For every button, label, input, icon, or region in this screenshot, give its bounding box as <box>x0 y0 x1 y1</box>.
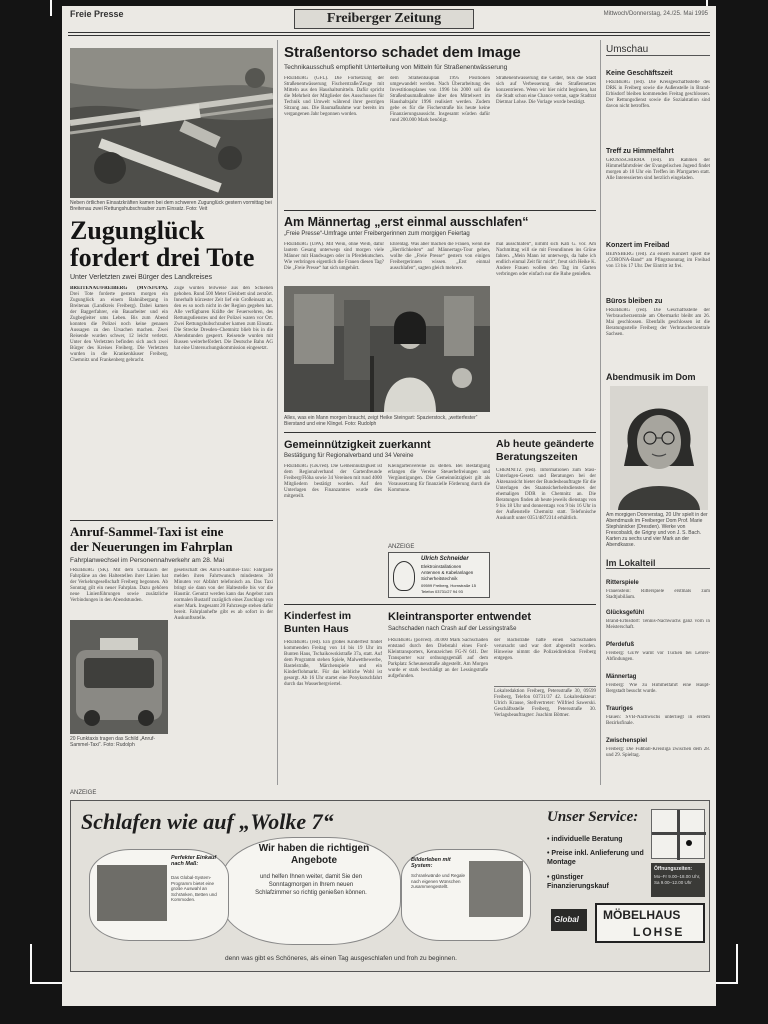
umschau-text-2: GROSSSCHIRMA (red). Im Rahmen der Himmelfahrtsfeier der Evangelischen Jugend findet morgen ab 10 Uhr ein Treffen im Pfarrgarten statt. Alle Interessierten sind herzlich eingeladen. <box>606 158 710 181</box>
furniture-ad <box>70 800 710 972</box>
lokalteil-title: Im Lokalteil <box>606 558 710 569</box>
umschau-head-3: Konzert im Freibad <box>606 242 670 249</box>
electrician-address: 09599 Freiberg, Hornstraße 15 <box>421 583 476 588</box>
zugunglueck-text-1: Drei Tote forderte gestern morgen ein Zugunglück an einem Bahnübergang in Breitenau (Landkreis Freiberg). Dabei kamen der Baggerfahrer, ein Bauarbeiter und ein Zugbegleiter ums Leben. Bis zum Abend konnten die Polizei noch keine genauen Aussagen zu den Ursachen machen. Zwei Reisende wurden schwer, 12 leicht verletzt. Unter den Verletzten befinden sich auch zwei Bürger des Kreises Freiberg. Die Verletzten wurden in die Krankenhäuser Freiberg, Chemnitz und Frankenberg gebracht. <box>70 292 168 363</box>
section-name: Freie Presse <box>70 9 124 19</box>
ad-hours-box <box>651 863 705 897</box>
taxi-col1: FREIBERG (SK). Mit dem Umtausch der Fahrpläne an den Haltestellen ihrer Linien hat der Verkehrsgesellschaft Freiberg begonnen. Ab Sonntag gilt ein neuer Fahrplan. Dazu gehören neue Linienführungen sowie zusätzliche Verbindungen in den Abendstunden. <box>70 568 168 603</box>
lead-col1: FREIBERG (GFL). Die Fortsetzung der Straßenentwässerung Fischerstraße/Zeuge mit Mitteln aus den Haushaltsmitteln. Dafür spricht die Mehrheit der Mitglieder des Ausschusses für Technik und Umwelt während ihrer gestrigen Sitzung aus. Die Baumaßnahme war bereits im vergangenen Jahr begonnen worden. <box>284 76 384 117</box>
small-ad-label: ANZEIGE <box>388 544 415 550</box>
header-rule-2 <box>68 35 710 36</box>
taxi-photo <box>70 620 168 734</box>
ad-service-1: • individuelle Beratung <box>547 836 623 843</box>
electrician-service-2: Antennen & Kabelanlagen <box>421 570 474 575</box>
maennertag-col1: FREIBERG (UPA). Mit Wein, ohne Weib, dafür lautem Gesang unterwegs sind morgen viele Männer mit Handwagen oder in Pferdekutschen. Wie verbringen eigentlich die Frauen diesen Tag? Die „Freie Presse“ hat sich umgehört. <box>284 242 384 271</box>
electrician-service-3: Sicherheitstechnik <box>421 576 458 581</box>
taxi-subtitle: Fahrplanwechsel im Personennahverkehr am 28. Mai <box>70 557 224 564</box>
gemeinnuetzig-subtitle: Bestätigung für Regionalverband und 34 Vereine <box>284 453 414 459</box>
umschau-head-2: Treff zu Himmelfahrt <box>606 148 674 155</box>
kleintransporter-headline: Kleintransporter entwendet <box>388 611 532 623</box>
column-divider <box>277 40 278 785</box>
gemeinnuetzig-col1: FREIBERG (GK/red). Die Gemeinnützigkeit ist dem Regionalverband der Gartenfreunde Freiberg/Flöha sowie 34 Vereinen mit rund 4000 Mitgliedern bestätigt worden. Auf den Unterlagen des Finanzamtes wurde dies mitgeteilt. <box>284 464 382 499</box>
umschau-text-1: FREIBERG (red). Die Kreisgeschäftsstelle des DRK in Freiberg sowie die Außenstelle in Brand-Erbisdorf bleiben kommenden Freitag geschlossen. Der Rettungsdienst sowie die Sozialstation sind davon nicht betroffen. <box>606 80 710 109</box>
maennertag-col3: mal ausschlafen“, nimmt sich Kati G. vor. Am Nachmittag will sie mit Freundinnen ins Grüne fahren. „Mein Mann ist unterwegs, da habe ich endlich einmal Zeit für mich“, freut sich Heike K. Andere Frauen wollen den Tag im Garten verbringen oder einfach nur die Ruhe genießen. <box>496 242 596 277</box>
location-pin-icon <box>686 840 692 846</box>
accident-photo <box>70 48 273 198</box>
umschau-text-4: FREIBERG (red). Die Geschäftsstelle der Verbraucherzentrale am Obermarkt bleibt am 26. Mai geschlossen. Ebenfalls geschlossen ist die Beratungsstelle Freiberg der Verbraucherzentrale Sachsen. <box>606 308 710 337</box>
maennertag-photo-caption: Alles, was ein Mann morgen braucht, zeigt Heike Steingart: Spazierstock, „wetterfester“ Bierstand und eine Klingel. Foto: Rudolph <box>284 415 478 427</box>
ad-service-1-text: individuelle Beratung <box>551 836 623 843</box>
gemeinnuetzig-col2: Kleingartenvereine zu stellen. Bei Bestätigung erlangen die Vereine Steuerbefreiungen und Vergünstigungen. Die Gemeinnützigkeit gilt als Voraussetzung für finanzielle Förderung durch die Kommune. <box>388 464 490 493</box>
electrician-ad <box>388 552 490 598</box>
newspaper-page <box>62 6 716 1006</box>
electrician-service-1: Elektroinstallationen <box>421 564 462 569</box>
masthead: Freiberger Zeitung <box>294 9 474 29</box>
ad-box1-text: Das Global-System-Programm bietet eine große Auswahl an Schränken, Betten und Kommoden. <box>171 875 217 902</box>
zugunglueck-headline-1: Zugunglück <box>70 216 205 245</box>
ad-service-title: Unser Service: <box>547 809 639 825</box>
section-rule <box>70 520 273 521</box>
header-rule <box>68 32 710 33</box>
ad-bubble-text: und helfen Ihnen weiter, damit Sie den Sonntagmorgen in Ihrem neuen Schlafzimmer so richtig genießen können. <box>255 874 367 896</box>
lokalteil-head-1: Ritterspiele <box>606 580 639 586</box>
ad-hours: Mo–Fr 9.00–18.00 Uhr, Sa 9.00–12.00 Uhr <box>654 874 701 885</box>
zugunglueck-col1 <box>70 286 168 516</box>
kleintransporter-subtitle: Sachschaden nach Crash auf der Lessingstraße <box>388 626 517 632</box>
ad-box1-title: Perfekter Einkauf nach Maß: <box>171 855 217 867</box>
ad-map <box>651 809 705 859</box>
portrait-caption: Am morgigen Donnerstag, 20 Uhr spielt in der Abendmusik im Freiberger Dom Prof. Marie Stephänicker (Dresden). Werke von Frescobaldi, de Grigny und von J. S. Bach. Karten zu sechs und vier Mark an der Abendkasse. <box>606 512 708 548</box>
ad-bedroom-photo-1 <box>97 865 167 921</box>
ad-box2-title: Bilderleben mit System: <box>411 857 451 869</box>
section-rule <box>284 604 596 605</box>
section-rule <box>284 210 596 211</box>
ad-box2-text: Schrankwände und Regale nach eigenen Wünschen zusammengestellt. <box>411 873 466 889</box>
zugunglueck-headline-2: fordert drei Tote <box>70 243 255 272</box>
kinderfest-headline-1: Kinderfest im <box>284 610 352 622</box>
lokalteil-text-4: Freiberg: Wie zu Himmelfahrt eine Haupt-Bergstadt besucht wurde. <box>606 683 710 694</box>
ad-service-3-text: günstiger Finanzierungskauf <box>547 874 609 890</box>
gemeinnuetzig-headline: Gemeinnützigkeit zuerkannt <box>284 439 431 451</box>
ad-service-3: • günstiger Finanzierungskauf <box>547 874 609 890</box>
lokalteil-head-3: Pferdefuß <box>606 642 635 648</box>
crop-mark-bottom-left-v <box>30 944 32 984</box>
ad-bubble-headline: Wir haben die richtigen Angebote <box>258 843 370 866</box>
crop-mark-top-left <box>50 0 52 16</box>
accident-photo-caption: Neben örtlichen Einsatzkräften kamen bei dem schweren Zugunglück gestern vormittag bei Breitenau zwei Rettungshubschrauber zum Einsatz. Foto: Veit <box>70 200 272 212</box>
ad-footer: denn was gibt es Schöneres, als einen Tag ausgeschlafen und froh zu beginnen. <box>225 955 457 962</box>
lokalteil-text-3: Freiberg: GEW warnt vor Tücken bei Lehrer-Abfindungen. <box>606 651 710 662</box>
lokalteil-head-5: Trauriges <box>606 706 634 712</box>
electrician-name: Ulrich Schneider <box>421 556 469 562</box>
ad-service-2: • Preise inkl. Anlieferung und Montage <box>547 850 644 866</box>
portrait-photo <box>610 386 708 510</box>
lightbulb-icon <box>393 561 415 591</box>
lead-col2: dem Straßenbauplan 1995 Positionen umgewandelt werden. Nach Überarbeitung des Investitionsplanes von 1996 bis 2000 soll die Straßenbaumaßnahme über den Mittelwert im Haushaltsjahr 1996 realisiert werden. Zudem gebe es für die Fischerstraße bis heute keine Finanzierungsaussicht. Insgesamt würden dafür rund 200.000 Mark benötigt. <box>390 76 490 123</box>
beratung-headline-1: Ab heute geänderte <box>496 438 595 450</box>
lead-subtitle: Technikausschuß empfiehlt Unterteilung von Mitteln für Straßenentwässerung <box>284 64 508 71</box>
ad-service-2-text: Preise inkl. Anlieferung und Montage <box>547 850 644 866</box>
lokalteil-head-6: Zwischenspiel <box>606 738 648 744</box>
zugunglueck-col2: Züge wurden teilweise aus den Schienen gehoben. Rund 500 Meter Gleisbett sind zerstört. Innerhalb kürzester Zeit lief ein Großeinsatz an, den es so noch nicht in der Region gegeben hat. Alle verfügbaren Kräfte der Feuerwehren, des Rettungsdienstes und der Polizei waren vor Ort. Zwei Rettungshubschrauber kamen zum Einsatz. Die Strecke Dresden–Chemnitz blieb bis in die Abendstunden gesperrt. Reisende wurden mit Bussen weiterbefördert. Die Deutsche Bahn AG hat eine Untersuchungskommission eingesetzt. <box>174 286 273 351</box>
ad-brand-top: MÖBELHAUS <box>603 908 681 922</box>
umschau-head-4: Büros bleiben zu <box>606 298 663 305</box>
umschau-text-3: BEINSBERG (red). Zu einem Konzert spielt die „CORONA-Band“ am Pfingstsonntag im Freibad von 13 bis 17 Uhr. Der Eintritt ist frei. <box>606 252 710 269</box>
taxi-col2: gesellschaft des Anruf-Sammel-Taxi: Fahrgäste melden ihren Fahrtwunsch mindestens 30 Minuten vor Abfahrt telefonisch an. Das Taxi bringt sie dann von der Haltestelle bis vor die Haustür. Genutzt werden kann das Angebot zum normalen Bustarif zuzüglich eines Zuschlags von einer Mark. Insgesamt 20 Fahrzeuge stehen dafür bereit. Fahrplanhefte gibt es ab sofort in der Auskunftsstelle. <box>174 568 273 621</box>
section-rule <box>284 432 596 433</box>
ad-bedroom-photo-2 <box>469 861 523 917</box>
lokalteil-text-5: Flauen: SVB-Nachwuchs unterliegt in erstem Bezirksfinale. <box>606 715 710 726</box>
impressum: Lokalredaktion Freiberg, Petersstraße 30, 09599 Freiberg, Telefon 03731/37 42. Lokalredakteur: Ulrich Krause, Stellvertreter: Wilfried Sawerski. Geschäftsstelle Freiberg, Petersstraße 30. Verlagsbeauftragter: Joachim Böttner. <box>494 686 596 782</box>
taxi-headline-1: Anruf-Sammel-Taxi ist eine <box>70 524 224 539</box>
ad-hours-title: Öffnungszeiten: <box>654 866 693 872</box>
ad-global-text: Global <box>554 915 579 924</box>
column-divider <box>600 40 601 785</box>
zugunglueck-subtitle: Unter Verletzten zwei Bürger des Landkreises <box>70 274 213 281</box>
big-ad-label: ANZEIGE <box>70 790 97 796</box>
lokalteil-text-1: Frauenstein: Ritterspiele erstmals zum Stadtjubiläum. <box>606 589 710 600</box>
beratung-headline-2: Beratungszeiten <box>496 451 578 463</box>
taxi-photo-caption: 20 Funktaxis tragen das Schild „Anruf-Sammel-Taxi“. Foto: Rudolph <box>70 736 156 748</box>
kleintransporter-col1: FREIBERG (pol/red). 30.000 Mark Sachschaden entstand durch den Diebstahl eines Ford-Kleintransporters, Kennzeichen FG-N 641. Der Transporter war ordnungsgemäß auf dem Parkplatz Scheunenstraße abgestellt. Am Morgen wurde er stark beschädigt an der Lessingstraße aufgefunden. <box>388 638 488 679</box>
electrician-phone: Telefon 03731/27 94 93 <box>421 589 463 594</box>
maennertag-subtitle: „Freie Presse“-Umfrage unter Freibergerinnen zum morgigen Feiertag <box>284 231 470 237</box>
lead-headline: Straßentorso schadet dem Image <box>284 44 521 61</box>
taxi-headline-2: der Neuerungen im Fahrplan <box>70 539 233 554</box>
kinderfest-headline-2: Bunten Haus <box>284 623 349 635</box>
lokalteil-head-4: Männertag <box>606 674 637 680</box>
umschau-head-1: Keine Geschäftszeit <box>606 70 673 77</box>
crop-mark-bottom-right-v <box>736 944 738 984</box>
lokalteil-text-6: Freiberg: Die Fußball-Kreisliga zwischen dem 28. und 29. Spieltag. <box>606 747 710 758</box>
kleintransporter-col2: der Bachstraße hatte einen Sachschaden verursacht und war dort abgestellt worden. Hinweise nimmt die Polizeidirektion Freiberg entgegen. <box>494 638 596 661</box>
ad-global-logo <box>551 909 587 931</box>
ad-brand-bottom: LOHSE <box>633 925 685 939</box>
maennertag-col2: Ehrentag. Was aber machen die Frauen, wenn die „Herrlichkeiten“ auf Männertags-Tour gehen, wollte die „Freie Presse“ gestern von einigen Freibergerinnen wissen. „Erst einmal ausschlafen“, sagten gleich mehrere. <box>390 242 490 271</box>
maennertag-headline: Am Männertag „erst einmal ausschlafen“ <box>284 215 529 229</box>
zugunglueck-dateline: BREITENAU/FREIBERG (MV/SJ/UPA). <box>70 286 168 291</box>
lead-col3: Straßenentwässerung die Gelder, teils die Stadt sich auf Verbesserung des Straßennetzes konzentrieren. Wenn wir hier nicht beginnen, hat die Stadt schon eine Chance vertan, sagte Stadtrat Dietmar Lohse. Die Vorlage wurde bestätigt. <box>496 76 596 105</box>
kinderfest-text: FREIBERG (red). Ein großes Kinderfest findet kommenden Freitag von 14 bis 19 Uhr im Bunten Haus, Tschaikowskistraße 37a, statt. Auf dem Programm stehen Spiele, Malwettbewerbe, Bastelstraße, Märchenspiele und ein Kinderflohmarkt. Für das leibliche Wohl ist gesorgt. Ab 16 Uhr startet eine Ponykutschfahrt durch das Wasserbergviertel. <box>284 640 382 687</box>
ad-brand-logo <box>595 903 705 943</box>
ad-slogan: Schlafen wie auf „Wolke 7“ <box>81 809 334 834</box>
lokalteil-head-2: Glücksgefühl <box>606 610 645 616</box>
issue-date: Mittwoch/Donnerstag, 24./25. Mai 1995 <box>603 11 708 17</box>
abendmusik-headline: Abendmusik im Dom <box>606 372 696 382</box>
umschau-title: Umschau <box>606 44 710 56</box>
maennertag-photo <box>284 286 490 412</box>
beratung-text: CHEMNITZ (red). Informationen zum Stasi-Unterlagen-Gesetz und Beratungen bei der Aktenansicht bietet der Bundesbeauftragte für die Unterlagen des Staatssicherheitsdienstes der ehemaligen DDR in Chemnitz an. Die Beratungen finden ab heute jeweils dienstags von 9 bis 18 Uhr und donnerstags von 9 bis 16 Uhr in der Außenstelle Chemnitz statt. Telefonische Auskunft unter 0351/4872314 erhältlich. <box>496 468 596 521</box>
lokalteil-text-2: Brand-Erbisdorf: Tennis-Nachwuchs ganz vorn in Meisterschaft. <box>606 619 710 630</box>
